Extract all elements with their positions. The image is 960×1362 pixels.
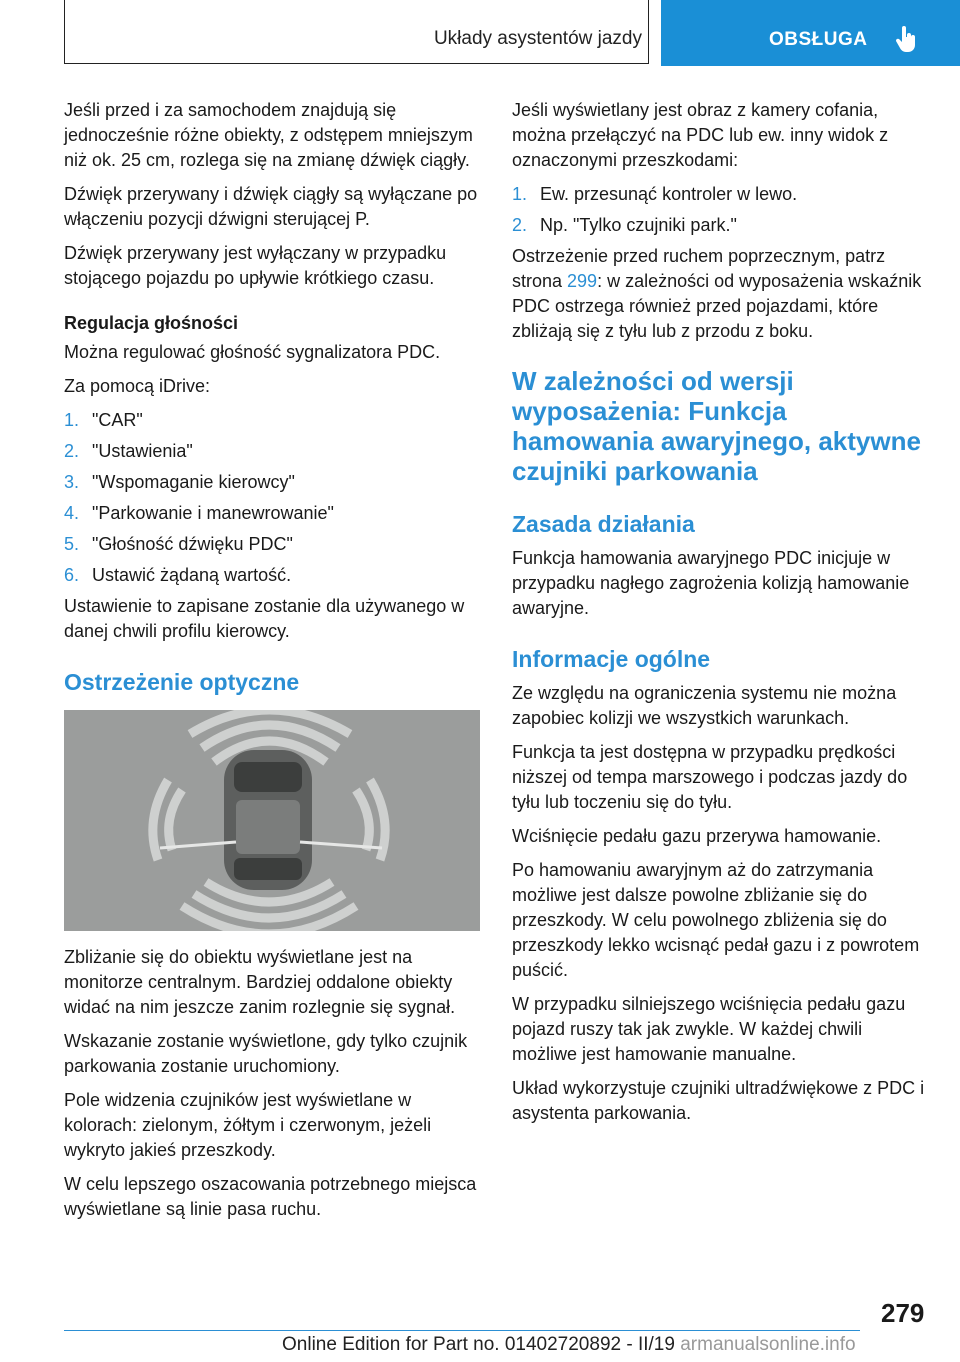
- principle-heading: Zasada działania: [512, 511, 695, 537]
- step-text: "Wspomaganie kierowcy": [92, 472, 295, 492]
- page-link[interactable]: 299: [567, 271, 598, 291]
- list-item: [512, 213, 930, 238]
- paragraph: W przypadku silniejszego wciśnięcia pedału gazu pojazd ruszy tak jak zwykle. W każdej chwili możliwe jest hamowanie manualne.: [512, 994, 906, 1064]
- left-column: [64, 98, 482, 1231]
- paragraph: Można regulować głośność sygnalizatora PDC.: [64, 342, 441, 362]
- watermark: armanualsonline.info: [680, 1334, 856, 1355]
- paragraph: Wskazanie zostanie wyświetlone, gdy tylko czujnik parkowania zostanie uruchomiony.: [64, 1031, 468, 1076]
- paragraph: Dźwięk przerywany jest wyłączany w przypadku stojącego pojazdu po upływie krótkiego czasu.: [64, 243, 447, 288]
- pointing-hand-icon: [895, 26, 919, 54]
- list-item: [64, 470, 482, 495]
- general-info-heading: Informacje ogólne: [512, 646, 711, 672]
- chapter-tab-label: OBSŁUGA: [769, 29, 868, 50]
- step-text: "Ustawienia": [92, 441, 193, 461]
- paragraph: Dźwięk przerywany i dźwięk ciągły są wyłączane po włączeniu pozycji dźwigni sterującej P.: [64, 184, 478, 229]
- step-number: 5.: [64, 534, 80, 554]
- paragraph: Jeśli wyświetlany jest obraz z kamery cofania, można przełączyć na PDC lub ew. inny widok z oznaczonymi przeszkodami:: [512, 100, 889, 170]
- paragraph: Po hamowaniu awaryjnym aż do zatrzymania możliwe jest dalsze powolne zbliżanie się do przeszkody. W celu powolnego zbliżenia się do przeszkody lekko wcisnąć pedał gazu i z powrotem puścić.: [512, 860, 920, 980]
- view-steps-list: [512, 182, 930, 238]
- list-item: [512, 182, 930, 207]
- section-title: Układy asystentów jazdy: [433, 28, 642, 49]
- list-item: [64, 532, 482, 557]
- step-text: "CAR": [92, 410, 143, 430]
- text: Ostrzeżenie przed ruchem poprzecznym, patrz strona: [512, 246, 886, 291]
- paragraph: Funkcja hamowania awaryjnego PDC inicjuje w przypadku nagłego zagrożenia kolizją hamowanie awaryjne.: [512, 548, 910, 618]
- step-number: 1.: [64, 410, 80, 430]
- list-item: [64, 501, 482, 526]
- step-text: "Parkowanie i manewrowanie": [92, 503, 334, 523]
- paragraph: Za pomocą iDrive:: [64, 376, 211, 396]
- step-number: 2.: [64, 441, 80, 461]
- step-number: 6.: [64, 565, 80, 585]
- paragraph: Ze względu na ograniczenia systemu nie można zapobiec kolizji we wszystkich warunkach.: [512, 683, 897, 728]
- footer: [282, 1334, 856, 1356]
- chapter-tab[interactable]: [661, 0, 960, 66]
- paragraph: Zbliżanie się do obiektu wyświetlane jest na monitorze centralnym. Bardziej oddalone obiekty widać na nim jeszcze zanim rozlegnie się sygnał.: [64, 947, 456, 1017]
- paragraph: [512, 244, 930, 344]
- optical-warning-heading: Ostrzeżenie optyczne: [64, 669, 300, 695]
- pdc-display-illustration: [64, 710, 480, 931]
- paragraph: Wciśnięcie pedału gazu przerywa hamowanie.: [512, 826, 882, 846]
- list-item: [64, 563, 482, 588]
- step-text: Ew. przesunąć kontroler w lewo.: [540, 184, 798, 204]
- step-text: Ustawić żądaną wartość.: [92, 565, 292, 585]
- page-number: 279: [881, 1298, 925, 1328]
- step-number: 2.: [512, 215, 528, 235]
- paragraph: Układ wykorzystuje czujniki ultradźwiękowe z PDC i asystenta parkowania.: [512, 1078, 925, 1123]
- list-item: [64, 408, 482, 433]
- step-number: 3.: [64, 472, 80, 492]
- paragraph: Funkcja ta jest dostępna w przypadku prędkości niższej od tempa marszowego i podczas jazdy do tyłu lub toczeniu się do tyłu.: [512, 742, 908, 812]
- paragraph: Pole widzenia czujników jest wyświetlane w kolorach: zielonym, żółtym i czerwonym, jeżeli wykryto jakieś przeszkody.: [64, 1090, 432, 1160]
- edition-text: Online Edition for Part no. 01402720892 - II/19: [282, 1334, 675, 1355]
- list-item: [64, 439, 482, 464]
- text: : w zależności od wyposażenia wskaźnik PDC ostrzega również przed pojazdami, które zbliżają się z tyłu lub z przodu z boku.: [512, 271, 922, 341]
- paragraph: Jeśli przed i za samochodem znajdują się jednocześnie różne obiekty, z odstępem mniejszym niż ok. 25 cm, rozlega się na zmianę dźwięk ciągły.: [64, 100, 473, 170]
- volume-heading: Regulacja głośności: [64, 313, 239, 333]
- section-heading: W zależności od wersji wyposażenia: Funkcja hamowania awaryjnego, aktywne czujniki parkowania: [512, 366, 921, 486]
- step-text: Np. "Tylko czujniki park.": [540, 215, 737, 235]
- paragraph: Ustawienie to zapisane zostanie dla używanego w danej chwili profilu kierowcy.: [64, 596, 465, 641]
- idrive-steps-list: [64, 408, 482, 588]
- step-text: "Głośność dźwięku PDC": [92, 534, 293, 554]
- right-column: [512, 98, 930, 1135]
- footer-divider: [64, 1330, 860, 1331]
- step-number: 4.: [64, 503, 80, 523]
- paragraph: W celu lepszego oszacowania potrzebnego miejsca wyświetlane są linie pasa ruchu.: [64, 1174, 477, 1219]
- step-number: 1.: [512, 184, 528, 204]
